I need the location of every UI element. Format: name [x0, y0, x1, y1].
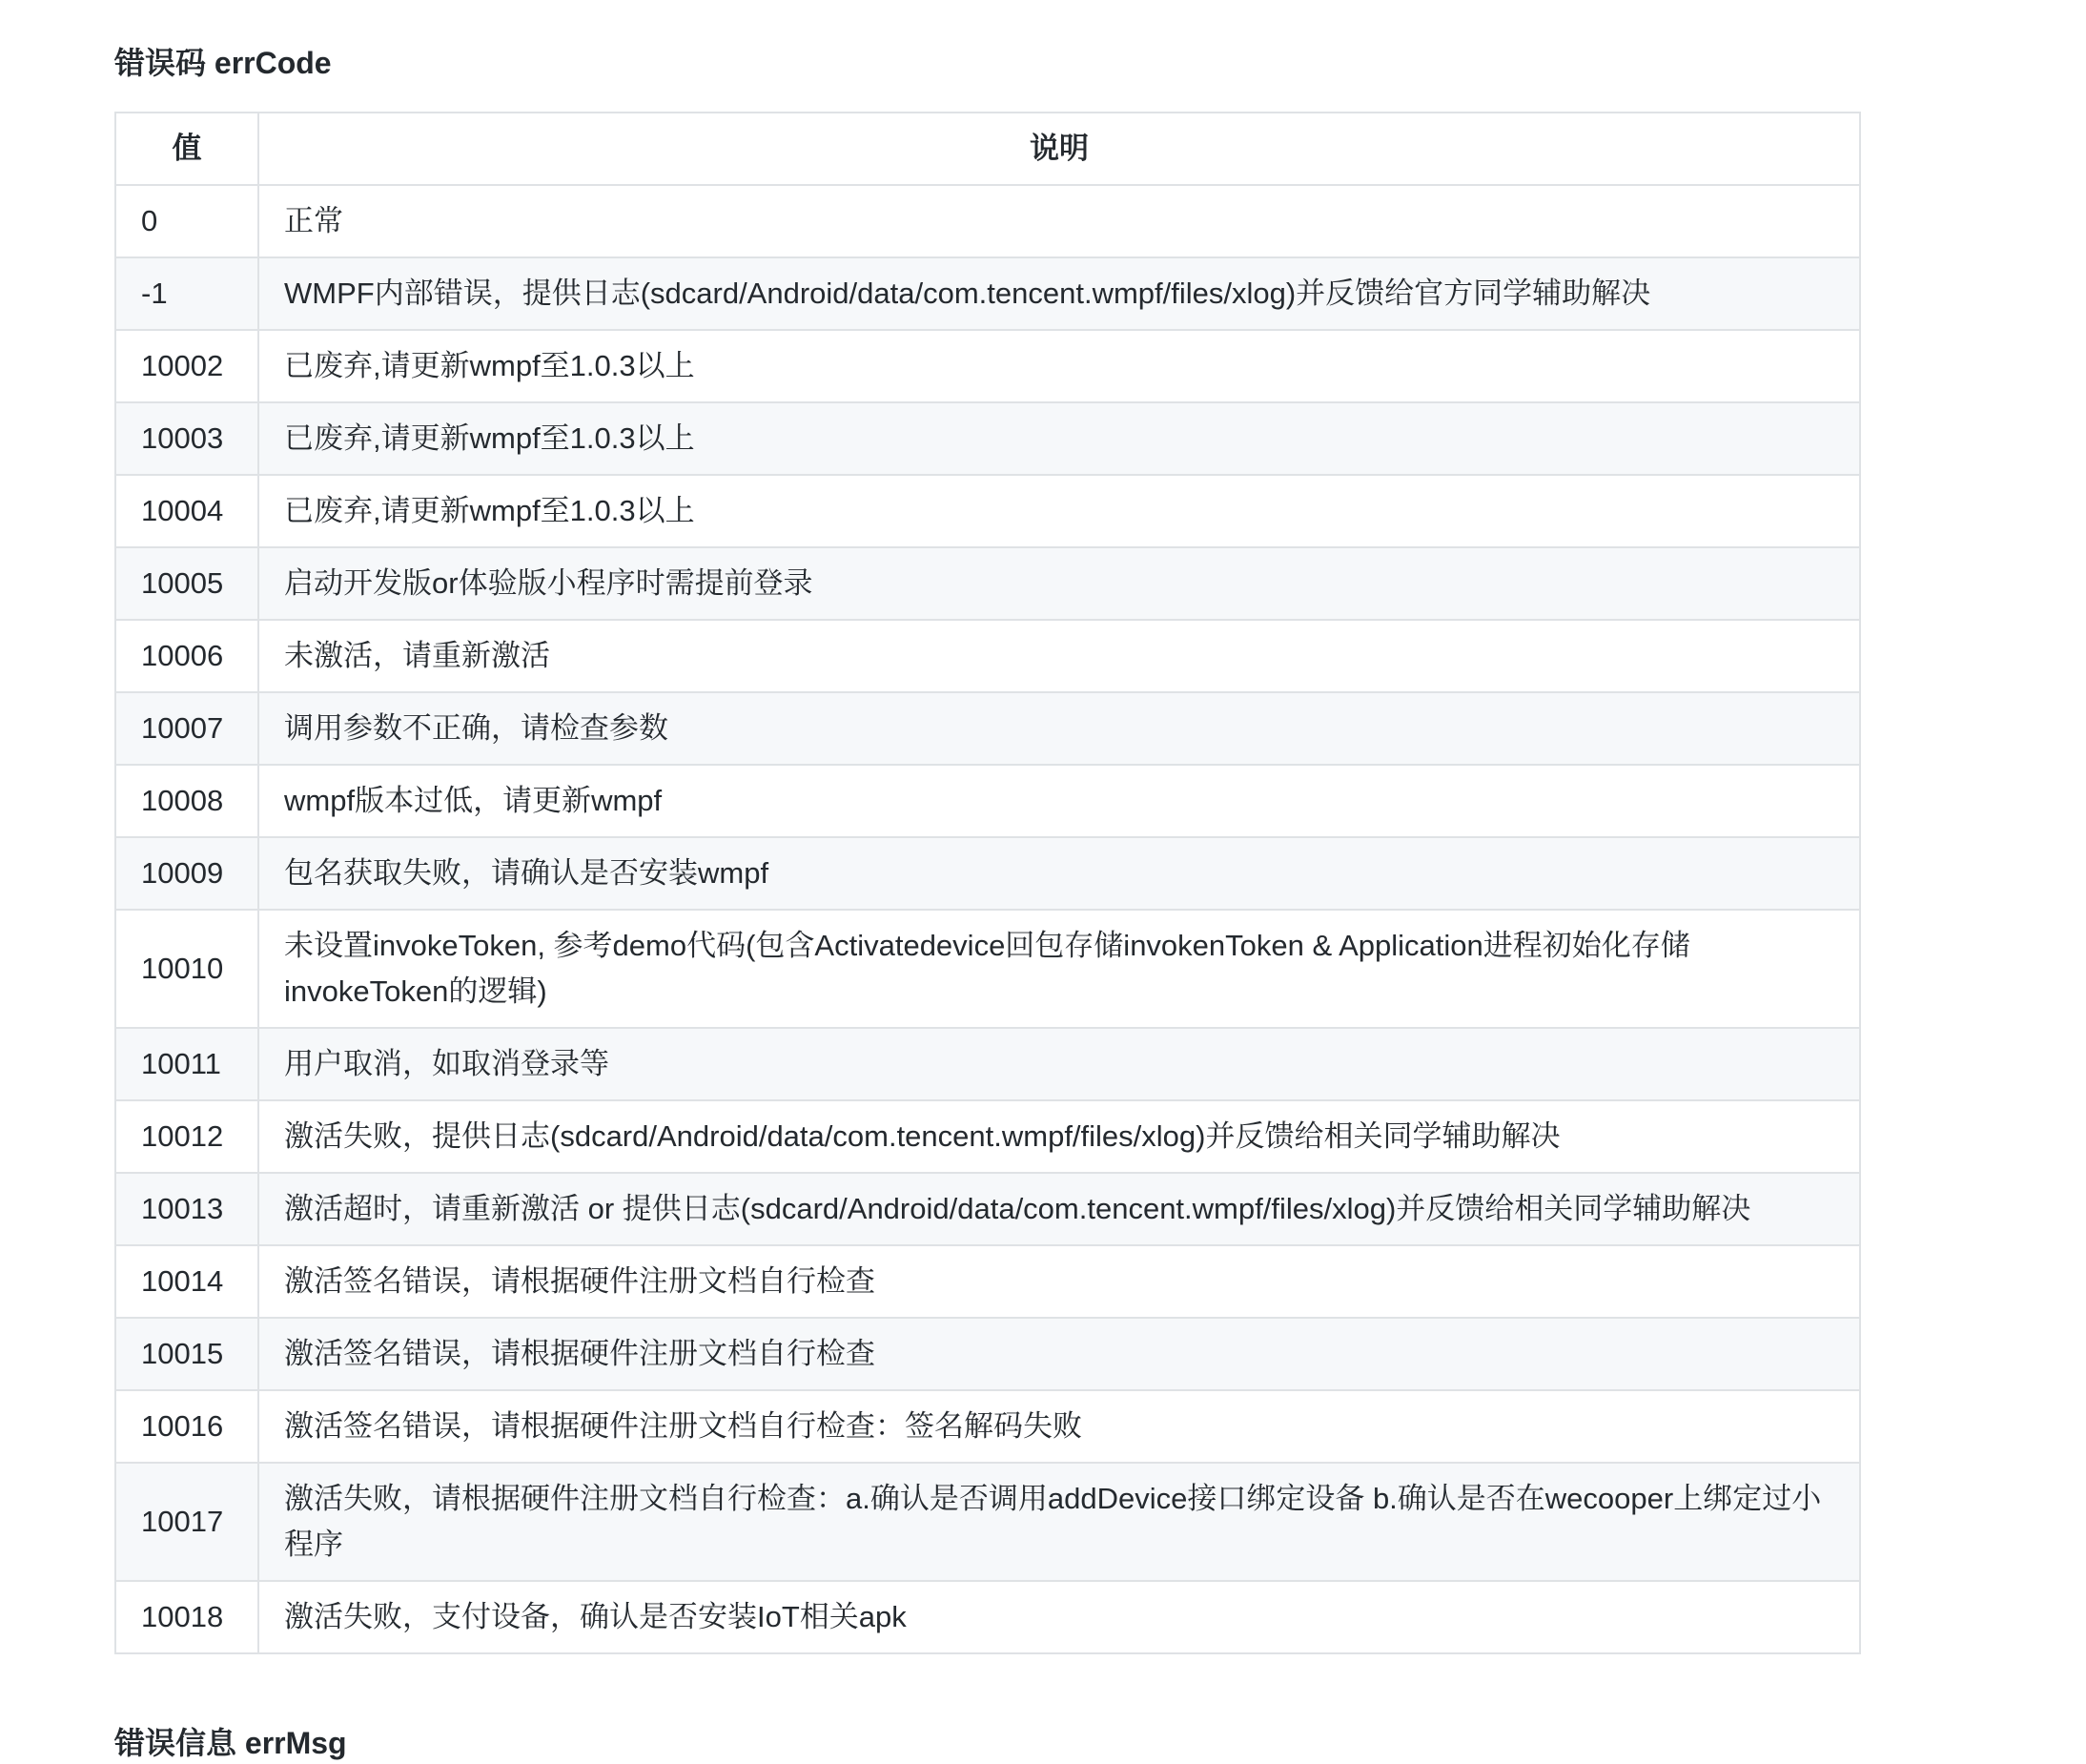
cell-value: 10016 — [115, 1390, 258, 1463]
table-row — [115, 1318, 1860, 1390]
table-row — [115, 910, 1860, 1028]
cell-value: 10014 — [115, 1245, 258, 1318]
cell-value: -1 — [115, 257, 258, 330]
cell-value: 10009 — [115, 837, 258, 910]
column-header-value: 值 — [115, 113, 258, 185]
table-row — [115, 1100, 1860, 1173]
cell-description: 已废弃,请更新wmpf至1.0.3以上 — [258, 330, 1860, 402]
cell-description: 启动开发版or体验版小程序时需提前登录 — [258, 547, 1860, 620]
cell-value: 10013 — [115, 1173, 258, 1245]
table-header-row — [115, 113, 1860, 185]
section-heading-errmsg: 错误信息 errMsg — [114, 1726, 347, 1760]
cell-description: wmpf版本过低，请更新wmpf — [258, 765, 1860, 837]
table-row — [115, 547, 1860, 620]
table-row — [115, 1028, 1860, 1100]
table-row — [115, 1173, 1860, 1245]
table-row — [115, 1390, 1860, 1463]
cell-description: 调用参数不正确，请检查参数 — [258, 692, 1860, 765]
cell-value: 0 — [115, 185, 258, 257]
cell-value: 10017 — [115, 1463, 258, 1581]
cell-value: 10010 — [115, 910, 258, 1028]
cell-value: 10005 — [115, 547, 258, 620]
table-row — [115, 330, 1860, 402]
table-row — [115, 620, 1860, 692]
cell-description: 已废弃,请更新wmpf至1.0.3以上 — [258, 475, 1860, 547]
table-row — [115, 1581, 1860, 1653]
cell-value: 10008 — [115, 765, 258, 837]
cell-description: 激活失败，提供日志(sdcard/Android/data/com.tencent.wmpf/files/xlog)并反馈给相关同学辅助解决 — [258, 1100, 1860, 1173]
cell-description: 包名获取失败，请确认是否安装wmpf — [258, 837, 1860, 910]
cell-description: WMPF内部错误，提供日志(sdcard/Android/data/com.tencent.wmpf/files/xlog)并反馈给官方同学辅助解决 — [258, 257, 1860, 330]
table-row — [115, 475, 1860, 547]
column-header-description: 说明 — [258, 113, 1860, 185]
cell-value: 10007 — [115, 692, 258, 765]
cell-description: 激活失败，支付设备，确认是否安装IoT相关apk — [258, 1581, 1860, 1653]
cell-value: 10002 — [115, 330, 258, 402]
cell-description: 已废弃,请更新wmpf至1.0.3以上 — [258, 402, 1860, 475]
cell-value: 10012 — [115, 1100, 258, 1173]
table-row — [115, 1245, 1860, 1318]
cell-value: 10015 — [115, 1318, 258, 1390]
cell-description: 未设置invokeToken, 参考demo代码(包含Activatedevice回包存储invokenToken & Application进程初始化存储invokeToken的逻辑) — [258, 910, 1860, 1028]
cell-description: 激活签名错误，请根据硬件注册文档自行检查：签名解码失败 — [258, 1390, 1860, 1463]
cell-value: 10018 — [115, 1581, 258, 1653]
cell-description: 未激活，请重新激活 — [258, 620, 1860, 692]
cell-value: 10006 — [115, 620, 258, 692]
cell-description: 激活失败，请根据硬件注册文档自行检查：a.确认是否调用addDevice接口绑定设备 b.确认是否在wecooper上绑定过小程序 — [258, 1463, 1860, 1581]
cell-description: 正常 — [258, 185, 1860, 257]
cell-value: 10004 — [115, 475, 258, 547]
cell-description: 激活签名错误，请根据硬件注册文档自行检查 — [258, 1245, 1860, 1318]
section-heading-errcode: 错误码 errCode — [114, 46, 332, 80]
cell-value: 10011 — [115, 1028, 258, 1100]
table-row — [115, 1463, 1860, 1581]
table-row — [115, 692, 1860, 765]
table-row — [115, 837, 1860, 910]
table-row — [115, 257, 1860, 330]
errcode-table — [114, 112, 1861, 1654]
cell-description: 激活签名错误，请根据硬件注册文档自行检查 — [258, 1318, 1860, 1390]
cell-description: 用户取消，如取消登录等 — [258, 1028, 1860, 1100]
table-row — [115, 765, 1860, 837]
cell-value: 10003 — [115, 402, 258, 475]
cell-description: 激活超时，请重新激活 or 提供日志(sdcard/Android/data/com.tencent.wmpf/files/xlog)并反馈给相关同学辅助解决 — [258, 1173, 1860, 1245]
table-row — [115, 402, 1860, 475]
table-row — [115, 185, 1860, 257]
